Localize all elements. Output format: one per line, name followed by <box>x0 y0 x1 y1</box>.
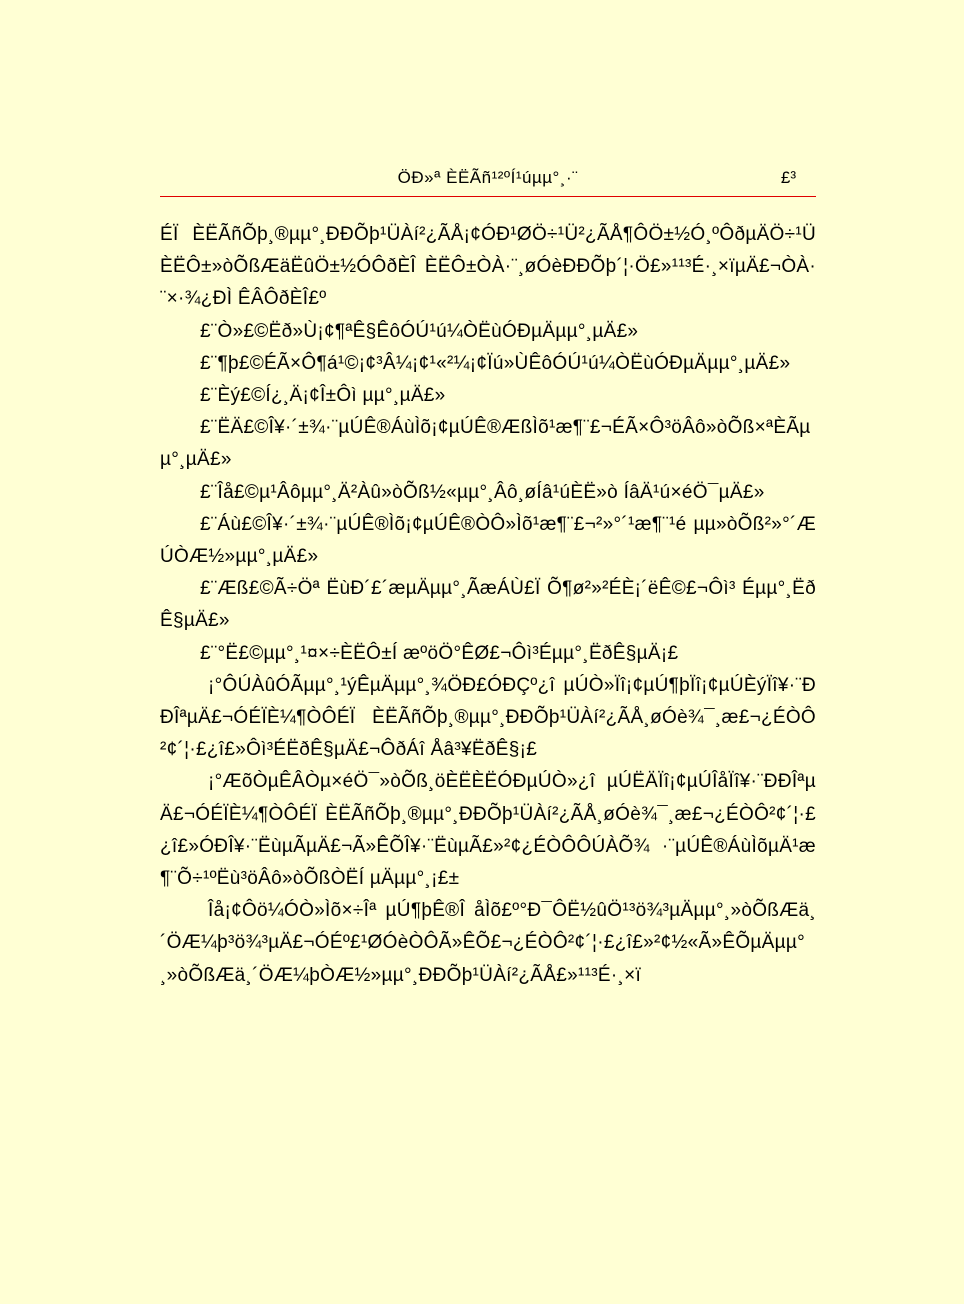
paragraph-8: £¨Æß£©Ã÷Öª ËùÐ´£´æµÄµµ°¸ÃæÁÙ£Ï Õ¶ø²»²ÉÈ¡´ëÊ©£¬Ôì³ Éµµ°¸ËðÊ§µÄ£» <box>160 578 816 632</box>
paragraph-4: £¨Èý£©Í¿¸Ä¡¢Î±Ôì µµ°¸µÄ£» <box>200 385 446 407</box>
document-body <box>160 219 816 992</box>
paragraph-5: £¨ËÄ£©Î¥·´±¾·¨µÚÊ®ÁùÌõ¡¢µÚÊ®ÆßÌõ¹æ¶¨£¬ÉÃ×Ô³öÂô»òÕß×ªÈÃµµ°¸µÄ£» <box>160 417 811 471</box>
paragraph-11: ¡°ÆõÒµÊÂÒµ×éÖ¯»òÕß¸öÈËÈËÓÐµÚÒ»¿î µÚËÄÏî¡¢µÚÎåÏî¥·¨ÐÐÎªµÄ£¬ÓÉÏÈ¼¶ÒÔÉÏ ÈËÃñÕþ¸®µµ°¸ÐÐÕþ¹ÜÀí²¿ÃÅ¸øÓè¾¯¸æ£¬¿ÉÒÔ²¢´¦·£¿î£»ÓÐÎ¥·¨ËùµÃµÄ£¬Ã»ÊÕÎ¥·¨ËùµÃ£»²¢¿ÉÒÔÔÚÀÕ¾ ·¨µÚÊ®ÁùÌõµÄ¹æ¶¨Õ÷¹ºËù³öÂô»òÕßÒËÍ µÄµµ°¸¡£± <box>160 771 816 890</box>
paragraph-9: £¨°Ë£©µµ°¸¹¤×÷ÈËÔ±Í æºöÖ°ÊØ£¬Ôì³Éµµ°¸ËðÊ§µÄ¡£ <box>200 642 679 664</box>
document-page <box>160 160 816 992</box>
paragraph-7: £¨Áù£©Î¥·´±¾·¨µÚÊ®Ìõ¡¢µÚÊ®ÒÔ»Ìõ¹æ¶¨£¬²»°´¹æ¶¨¹é µµ»òÕß²»°´ÆÚÒÆ½»µµ°¸µÄ£» <box>160 513 816 568</box>
page-header <box>160 160 816 197</box>
running-title: ÖÐ»ª ÈËÃñ¹²ºÍ¹úµµ°¸·¨ <box>397 168 579 187</box>
paragraph-6: £¨Îå£©µ¹Âôµµ°¸Ä²Àû»òÕß½«µµ°¸Âô¸øÍâ¹úÈË»ò ÍâÄ¹ú×éÖ¯µÄ£» <box>200 481 765 503</box>
paragraph-10: ¡°ÔÚÀûÓÃµµ°¸¹ýÊµÄµµ°¸¾ÖÐ£ÓÐÇº¿î µÚÒ»Ïî¡¢µÚ¶þÏî¡¢µÚÈýÏî¥·¨ÐÐÎªµÄ£¬ÓÉÏÈ¼¶ÒÔÉÏ ÈËÃñÕþ¸®µµ°¸ÐÐÕþ¹ÜÀí²¿ÃÅ¸øÓè¾¯¸æ£¬¿ÉÒÔ²¢´¦·£¿î£»Ôì³ÉËðÊ§µÄ£¬ÔðÁî Åâ³¥ËðÊ§¡£ <box>160 674 816 761</box>
paragraph-1: ÉÏ ÈËÃñÕþ¸®µµ°¸ÐÐÕþ¹ÜÀí²¿ÃÅ¡¢ÓÐ¹ØÖ÷¹Ü²¿ÃÅ¶ÔÖ±½Ó¸ºÔðµÄÖ÷¹ÜÈËÔ±»òÕßÆäËûÖ±½ÓÔðÈÎ ÈËÔ±ÒÀ·¨¸øÓèÐÐÕþ´¦·Ö£»¹¹³É·¸×ïµÄ£¬ÒÀ·¨×·¾¿ÐÌ ÊÂÔðÈÎ£º <box>160 224 816 310</box>
paragraph-12: Îå¡¢Ôö¼ÓÒ»Ìõ×÷Îª µÚ¶þÊ®Î åÌõ£º°Ð¯ÔË½ûÖ¹³ö¾³µÄµµ°¸»òÕßÆä¸´ÖÆ¼þ³ö¾³µÄ£¬ÓÉº£¹ØÓèÒÔÃ»ÊÕ£¬¿ÉÒÔ²¢´¦·£¿î£»²¢½«Ã»ÊÕµÄµµ°¸»òÕßÆä¸´ÖÆ¼þÒÆ½»µµ°¸ÐÐÕþ¹ÜÀí²¿ÃÅ£»¹¹³É·¸×ï <box>160 900 816 986</box>
page-number: £³ <box>780 168 796 187</box>
paragraph-3: £¨¶þ£©ÉÃ×Ô¶á¹©¡¢³Â¼¡¢¹«²¼¡¢Ïú»ÙÊôÓÚ¹ú¼ÒËùÓÐµÄµµ°¸µÄ£» <box>200 352 791 374</box>
paragraph-2: £¨Ò»£©Ëð»Ù¡¢¶ªÊ§ÊôÓÚ¹ú¼ÒËùÓÐµÄµµ°¸µÄ£» <box>200 320 639 342</box>
